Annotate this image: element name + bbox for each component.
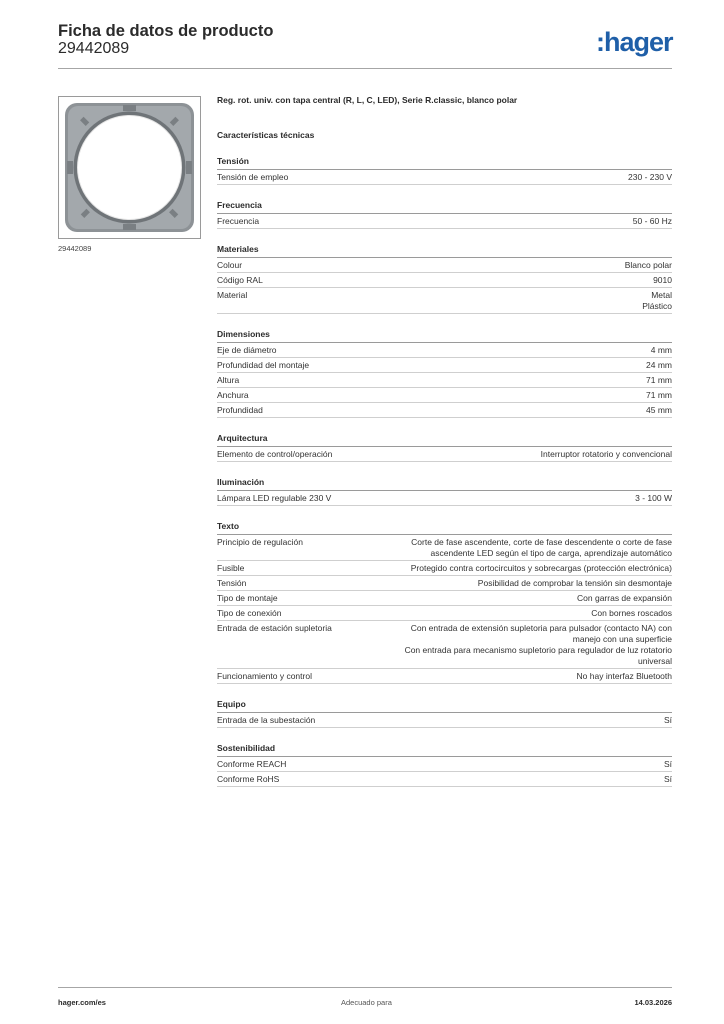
spec-value-line: universal bbox=[637, 655, 672, 666]
spec-group bbox=[217, 521, 672, 684]
spec-row bbox=[217, 358, 672, 373]
spec-value-line: Con entrada para mecanismo supletorio para regulador de luz rotatorio bbox=[404, 644, 672, 655]
spec-value bbox=[635, 493, 672, 504]
spec-row bbox=[217, 576, 672, 591]
spec-group bbox=[217, 699, 672, 728]
spec-label: Código RAL bbox=[217, 274, 263, 285]
spec-label: Funcionamiento y control bbox=[217, 670, 312, 681]
spec-label: Material bbox=[217, 289, 248, 300]
spec-value-line: 24 mm bbox=[646, 359, 672, 370]
spec-value-line: Posibilidad de comprobar la tensión sin desmontaje bbox=[477, 577, 672, 588]
product-details bbox=[217, 95, 672, 787]
spec-value-line: Metal bbox=[651, 289, 672, 300]
spec-row bbox=[217, 403, 672, 418]
spec-value-line: Plástico bbox=[642, 300, 672, 311]
spec-row bbox=[217, 591, 672, 606]
spec-row bbox=[217, 273, 672, 288]
spec-row bbox=[217, 170, 672, 185]
spec-row bbox=[217, 535, 672, 561]
spec-label: Tensión de empleo bbox=[217, 171, 289, 182]
spec-value-line: Sí bbox=[663, 773, 672, 784]
spec-group-title: Texto bbox=[217, 521, 672, 535]
spec-value bbox=[478, 578, 672, 589]
spec-row bbox=[217, 713, 672, 728]
spec-value-line: Interruptor rotatorio y convencional bbox=[540, 448, 672, 459]
spec-value bbox=[664, 715, 672, 726]
spec-group-title: Equipo bbox=[217, 699, 672, 713]
spec-label: Lámpara LED regulable 230 V bbox=[217, 492, 332, 503]
spec-value bbox=[664, 774, 672, 785]
spec-group bbox=[217, 433, 672, 462]
spec-row bbox=[217, 373, 672, 388]
hager-logo bbox=[596, 26, 674, 60]
product-code: 29442089 bbox=[58, 40, 130, 57]
spec-value-line: Sí bbox=[663, 758, 672, 769]
spec-row bbox=[217, 491, 672, 506]
spec-group bbox=[217, 743, 672, 787]
spec-label: Conforme RoHS bbox=[217, 773, 280, 784]
spec-row bbox=[217, 606, 672, 621]
spec-value bbox=[642, 290, 672, 312]
spec-row bbox=[217, 561, 672, 576]
spec-label: Frecuencia bbox=[217, 215, 260, 226]
spec-group-title: Materiales bbox=[217, 244, 672, 258]
spec-value bbox=[625, 260, 672, 271]
spec-value bbox=[411, 537, 672, 559]
spec-value bbox=[577, 671, 672, 682]
dimmer-frame-icon bbox=[59, 97, 200, 238]
spec-label: Elemento de control/operación bbox=[217, 448, 333, 459]
spec-group bbox=[217, 329, 672, 418]
spec-value bbox=[405, 623, 672, 667]
spec-row bbox=[217, 757, 672, 772]
spec-value-line: Con entrada de extensión supletoria para pulsador (contacto NA) con bbox=[410, 622, 672, 633]
footer-divider bbox=[58, 987, 672, 988]
footer-date: 14.03.2026 bbox=[634, 998, 672, 1007]
spec-row bbox=[217, 288, 672, 314]
spec-label: Profundidad del montaje bbox=[217, 359, 310, 370]
spec-value-line: 230 - 230 V bbox=[628, 171, 672, 182]
spec-label: Entrada de estación supletoria bbox=[217, 622, 332, 633]
spec-row bbox=[217, 388, 672, 403]
spec-label: Tensión bbox=[217, 577, 247, 588]
spec-value-line: Protegido contra cortocircuitos y sobrecargas (protección electrónica) bbox=[410, 562, 672, 573]
product-image bbox=[58, 96, 201, 239]
spec-value-line: Con garras de expansión bbox=[577, 592, 672, 603]
spec-label: Colour bbox=[217, 259, 243, 270]
spec-row bbox=[217, 621, 672, 669]
spec-value-line: Sí bbox=[663, 714, 672, 725]
spec-value bbox=[651, 345, 672, 356]
spec-value-line: ascendente LED según el tipo de carga, aprendizaje automático bbox=[430, 547, 672, 558]
spec-label: Fusible bbox=[217, 562, 245, 573]
spec-row bbox=[217, 772, 672, 787]
footer-website: hager.com/es bbox=[58, 998, 106, 1007]
spec-value-line: 71 mm bbox=[646, 389, 672, 400]
spec-value bbox=[646, 375, 672, 386]
spec-value bbox=[646, 360, 672, 371]
spec-label: Conforme REACH bbox=[217, 758, 287, 769]
spec-value bbox=[577, 593, 672, 604]
spec-group-title: Arquitectura bbox=[217, 433, 672, 447]
spec-label: Tipo de conexión bbox=[217, 607, 282, 618]
spec-value-line: Blanco polar bbox=[624, 259, 672, 270]
spec-group bbox=[217, 200, 672, 229]
spec-group bbox=[217, 156, 672, 185]
spec-group-title: Frecuencia bbox=[217, 200, 672, 214]
spec-group bbox=[217, 244, 672, 314]
spec-row bbox=[217, 214, 672, 229]
spec-group-title: Dimensiones bbox=[217, 329, 672, 343]
spec-value bbox=[411, 563, 672, 574]
spec-value-line: 3 - 100 W bbox=[635, 492, 672, 503]
spec-value bbox=[628, 172, 672, 183]
spec-row bbox=[217, 343, 672, 358]
spec-label: Anchura bbox=[217, 389, 249, 400]
footer-note: Adecuado para bbox=[341, 998, 392, 1007]
spec-value-line: 50 - 60 Hz bbox=[632, 215, 672, 226]
spec-group-title: Sostenibilidad bbox=[217, 743, 672, 757]
hager-logo-text: :hager bbox=[596, 27, 673, 57]
spec-value bbox=[646, 390, 672, 401]
spec-value bbox=[541, 449, 672, 460]
spec-group-title: Iluminación bbox=[217, 477, 672, 491]
characteristics-title: Características técnicas bbox=[217, 130, 315, 140]
spec-value bbox=[664, 759, 672, 770]
spec-value-line: 9010 bbox=[653, 274, 672, 285]
spec-label: Tipo de montaje bbox=[217, 592, 278, 603]
spec-value bbox=[653, 275, 672, 286]
spec-value bbox=[646, 405, 672, 416]
spec-row bbox=[217, 447, 672, 462]
spec-groups bbox=[217, 156, 672, 787]
spec-value-line: 71 mm bbox=[646, 374, 672, 385]
spec-label: Altura bbox=[217, 374, 240, 385]
spec-group-title: Tensión bbox=[217, 156, 672, 170]
spec-row bbox=[217, 258, 672, 273]
spec-group bbox=[217, 477, 672, 506]
spec-value-line: Con bornes roscados bbox=[591, 607, 672, 618]
header-divider bbox=[58, 68, 672, 69]
spec-row bbox=[217, 669, 672, 684]
page-title: Ficha de datos de producto bbox=[58, 22, 274, 40]
spec-label: Eje de diámetro bbox=[217, 344, 277, 355]
spec-value bbox=[591, 608, 672, 619]
product-description: Reg. rot. univ. con tapa central (R, L, C, LED), Serie R.classic, blanco polar bbox=[217, 95, 518, 105]
spec-value-line: Corte de fase ascendente, corte de fase descendente o corte de fase bbox=[411, 536, 672, 547]
spec-value bbox=[633, 216, 672, 227]
spec-value-line: 45 mm bbox=[646, 404, 672, 415]
image-caption: 29442089 bbox=[58, 244, 92, 253]
spec-value-line: No hay interfaz Bluetooth bbox=[576, 670, 672, 681]
spec-value-line: 4 mm bbox=[650, 344, 672, 355]
spec-value-line: manejo con una superficie bbox=[572, 633, 672, 644]
spec-label: Profundidad bbox=[217, 404, 263, 415]
spec-label: Entrada de la subestación bbox=[217, 714, 316, 725]
spec-label: Principio de regulación bbox=[217, 536, 303, 547]
